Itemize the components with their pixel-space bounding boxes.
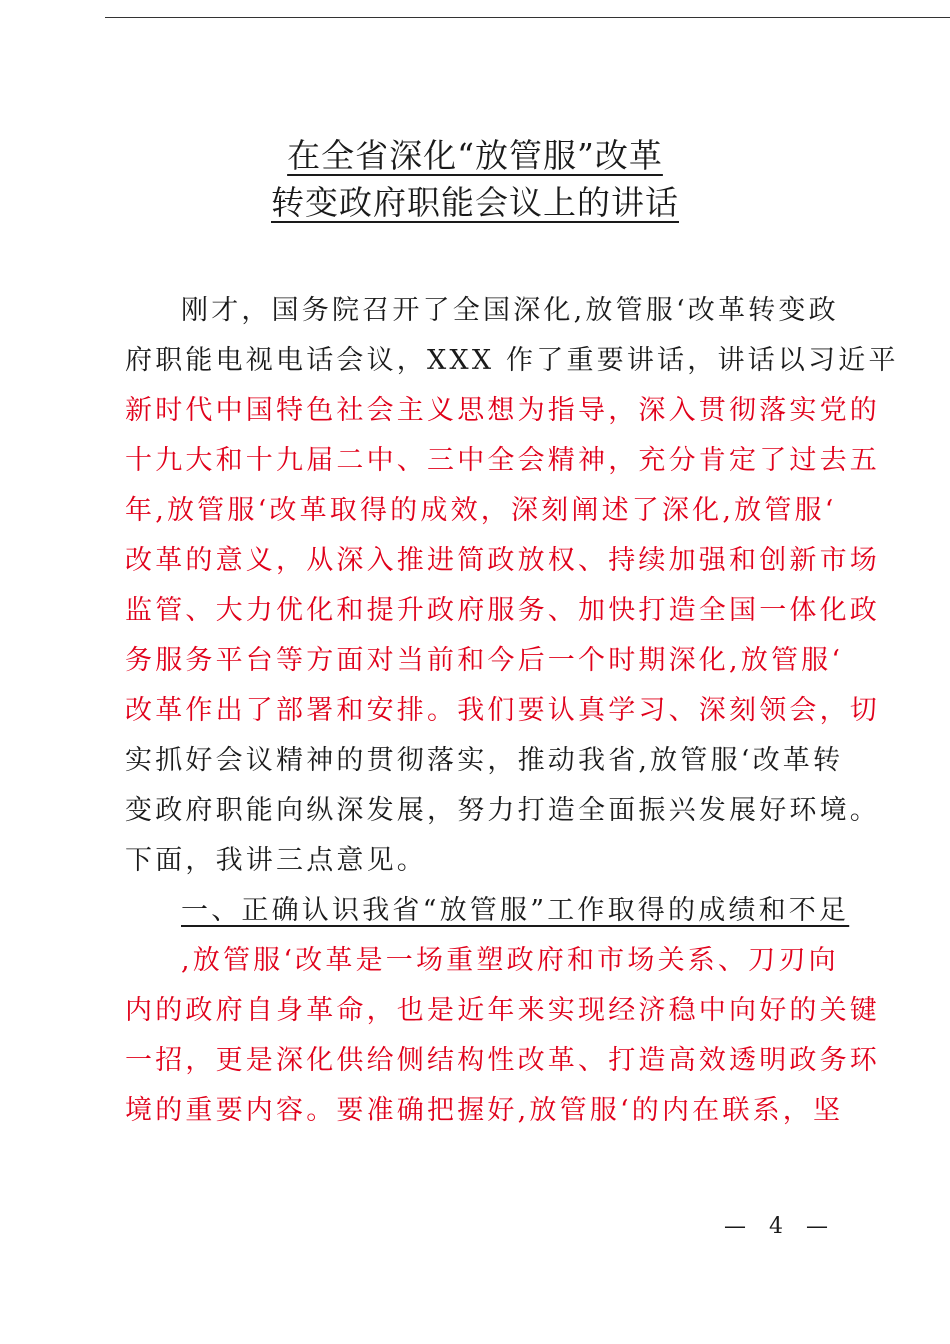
body-line: 年,放管服‘改革取得的成效，深刻阐述了深化,放管服‘ xyxy=(125,495,837,526)
body-line: 变政府职能向纵深发展，努力打造全面振兴发展好环境。 xyxy=(125,795,880,826)
document-title-line-1 xyxy=(0,130,950,177)
section-heading-text: 一、正确认识我省“放管服”工作取得的成绩和不足 xyxy=(181,895,850,926)
section-line: 内的政府自身革命，也是近年来实现经济稳中向好的关键 xyxy=(125,995,880,1026)
body-line: 务服务平台等方面对当前和今后一个时期深化,放管服‘ xyxy=(125,645,844,676)
body-line: 府职能电视电话会议，XXX 作了重要讲话，讲话以习近平 xyxy=(125,345,899,376)
section-heading xyxy=(181,894,896,928)
section-line: 境的重要内容。要准确把握好,放管服‘的内在联系，坚 xyxy=(125,1095,844,1126)
body-line: 刚才，国务院召开了全国深化,放管服‘改革转变政 xyxy=(181,295,839,326)
page-number: — 4 — xyxy=(724,1214,836,1239)
document-title-line-2 xyxy=(0,177,950,224)
title-text-2: 转变政府职能会议上的讲话 xyxy=(271,183,679,222)
section-line: 一招，更是深化供给侧结构性改革、打造高效透明政务环 xyxy=(125,1045,880,1076)
body-line: 新时代中国特色社会主义思想为指导，深入贯彻落实党的 xyxy=(125,395,880,426)
body-line: 十九大和十九届二中、三中全会精神，充分肯定了过去五 xyxy=(125,445,880,476)
body-line: 改革作出了部署和安排。我们要认真学习、深刻领会，切 xyxy=(125,695,880,726)
body-line: 监管、大力优化和提升政府服务、加快打造全国一体化政 xyxy=(125,595,880,626)
top-rule xyxy=(105,17,950,18)
section-line: ,放管服‘改革是一场重塑政府和市场关系、刀刃向 xyxy=(181,945,839,976)
title-text-1: 在全省深化“放管服”改革 xyxy=(287,136,663,175)
body-line: 下面，我讲三点意见。 xyxy=(125,845,427,876)
body-line: 实抓好会议精神的贯彻落实，推动我省,放管服‘改革转 xyxy=(125,745,844,776)
body-line: 改革的意义，从深入推进简政放权、持续加强和创新市场 xyxy=(125,545,880,576)
